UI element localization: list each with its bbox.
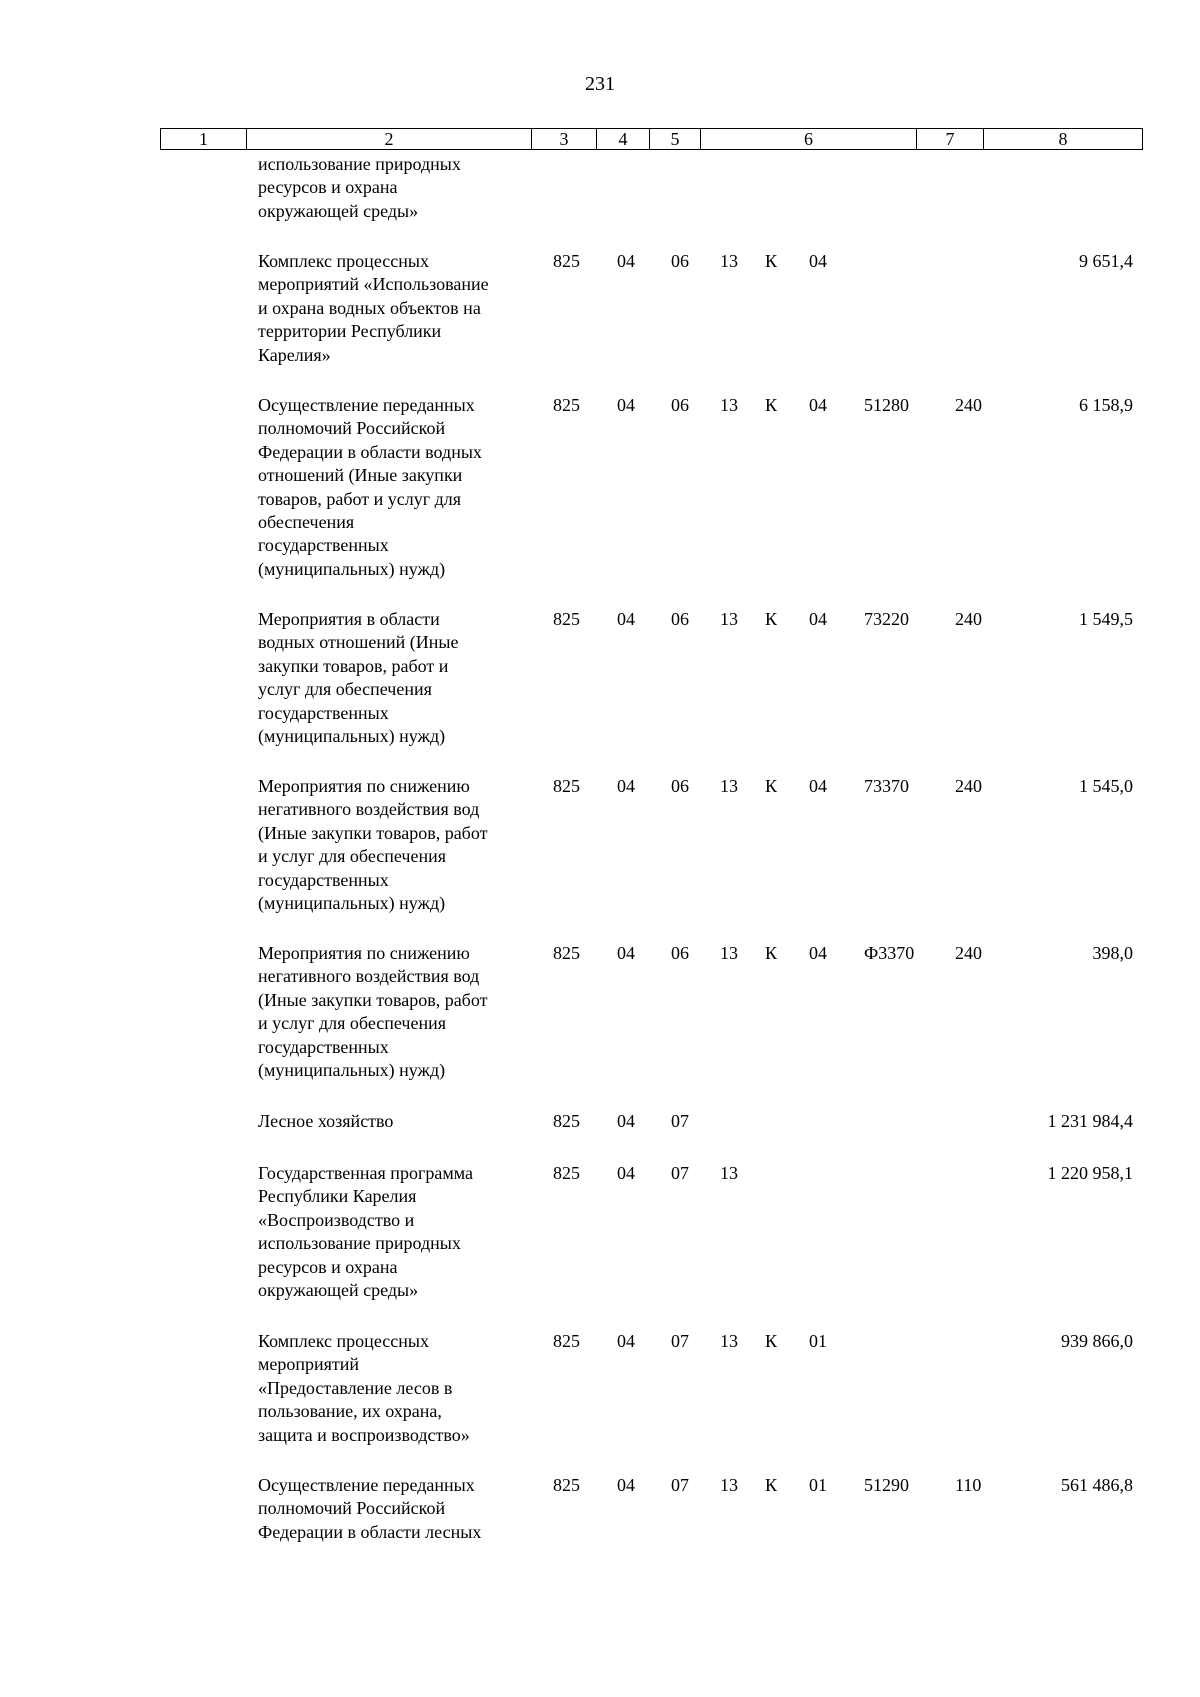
header-col-2: 2 bbox=[246, 129, 531, 149]
cell-type: К bbox=[765, 609, 778, 629]
cell-type: К bbox=[765, 943, 778, 963]
cell-sum: 561 486,8 bbox=[1061, 1475, 1133, 1495]
cell-subprogram: 04 bbox=[809, 776, 827, 796]
cell-pr: 07 bbox=[671, 1475, 689, 1495]
cell-code: 73220 bbox=[864, 609, 909, 629]
cell-subprogram: 01 bbox=[809, 1331, 827, 1351]
cell-program: 13 bbox=[720, 251, 738, 271]
cell-gr: 825 bbox=[553, 1331, 580, 1351]
cell-vr: 240 bbox=[955, 609, 982, 629]
cell-subprogram: 04 bbox=[809, 943, 827, 963]
cell-program: 13 bbox=[720, 1331, 738, 1351]
header-col-7: 7 bbox=[916, 129, 983, 149]
cell-sum: 939 866,0 bbox=[1061, 1331, 1133, 1351]
cell-type: К bbox=[765, 251, 778, 271]
cell-sum: 398,0 bbox=[1092, 943, 1133, 963]
row-name: Комплекс процессных мероприятий «Использование и охрана водных объектов на территории Республики Карелия» bbox=[258, 251, 489, 365]
cell-rz: 04 bbox=[617, 943, 635, 963]
cell-code: 73370 bbox=[864, 776, 909, 796]
header-col-1: 1 bbox=[199, 129, 208, 149]
cell-sum: 1 220 958,1 bbox=[1047, 1163, 1133, 1183]
cell-vr: 240 bbox=[955, 943, 982, 963]
row-name: Мероприятия в области водных отношений (Иные закупки товаров, работ и услуг для обеспечения государственных (муниципальных) нужд) bbox=[258, 609, 459, 747]
cell-rz: 04 bbox=[617, 1111, 635, 1131]
cell-type: К bbox=[765, 395, 778, 415]
cell-pr: 07 bbox=[671, 1331, 689, 1351]
row-name: Осуществление переданных полномочий Российской Федерации в области водных отношений (Иные закупки товаров, работ и услуг для обеспечения государственных (муниципальных) нужд) bbox=[258, 395, 482, 579]
cell-pr: 07 bbox=[671, 1111, 689, 1131]
cell-program: 13 bbox=[720, 776, 738, 796]
cell-gr: 825 bbox=[553, 251, 580, 271]
cell-subprogram: 01 bbox=[809, 1475, 827, 1495]
header-col-6: 6 bbox=[700, 129, 916, 149]
row-name: использование природных ресурсов и охрана окружающей среды» bbox=[258, 154, 461, 221]
cell-gr: 825 bbox=[553, 609, 580, 629]
cell-rz: 04 bbox=[617, 1331, 635, 1351]
cell-subprogram: 04 bbox=[809, 395, 827, 415]
cell-rz: 04 bbox=[617, 251, 635, 271]
cell-pr: 06 bbox=[671, 251, 689, 271]
cell-gr: 825 bbox=[553, 1163, 580, 1183]
cell-program: 13 bbox=[720, 1475, 738, 1495]
cell-rz: 04 bbox=[617, 395, 635, 415]
page-number: 231 bbox=[585, 73, 615, 95]
cell-code: 51290 bbox=[864, 1475, 909, 1495]
cell-pr: 07 bbox=[671, 1163, 689, 1183]
cell-program: 13 bbox=[720, 1163, 738, 1183]
table-header bbox=[160, 128, 1143, 150]
row-name: Комплекс процессных мероприятий «Предоставление лесов в пользование, их охрана, защита и воспроизводство» bbox=[258, 1331, 470, 1445]
cell-rz: 04 bbox=[617, 776, 635, 796]
cell-type: К bbox=[765, 1331, 778, 1351]
row-name: Государственная программа Республики Карелия «Воспроизводство и использование природных ресурсов и охрана окружающей среды» bbox=[258, 1163, 473, 1301]
cell-pr: 06 bbox=[671, 609, 689, 629]
cell-sum: 1 549,5 bbox=[1079, 609, 1133, 629]
cell-vr: 240 bbox=[955, 776, 982, 796]
header-col-8: 8 bbox=[983, 129, 1142, 149]
cell-sum: 6 158,9 bbox=[1079, 395, 1133, 415]
cell-pr: 06 bbox=[671, 395, 689, 415]
cell-sum: 1 231 984,4 bbox=[1047, 1111, 1133, 1131]
cell-type: К bbox=[765, 776, 778, 796]
cell-code: Ф3370 bbox=[864, 943, 915, 963]
cell-gr: 825 bbox=[553, 943, 580, 963]
row-name: Лесное хозяйство bbox=[258, 1111, 394, 1131]
row-name: Осуществление переданных полномочий Российской Федерации в области лесных bbox=[258, 1475, 482, 1542]
cell-gr: 825 bbox=[553, 1475, 580, 1495]
cell-vr: 110 bbox=[955, 1475, 982, 1495]
cell-code: 51280 bbox=[864, 395, 909, 415]
cell-subprogram: 04 bbox=[809, 251, 827, 271]
header-col-3: 3 bbox=[531, 129, 596, 149]
header-col-5: 5 bbox=[649, 129, 700, 149]
cell-sum: 9 651,4 bbox=[1079, 251, 1133, 271]
cell-program: 13 bbox=[720, 943, 738, 963]
cell-gr: 825 bbox=[553, 776, 580, 796]
cell-gr: 825 bbox=[553, 395, 580, 415]
cell-sum: 1 545,0 bbox=[1079, 776, 1133, 796]
cell-subprogram: 04 bbox=[809, 609, 827, 629]
cell-pr: 06 bbox=[671, 776, 689, 796]
cell-rz: 04 bbox=[617, 1163, 635, 1183]
cell-type: К bbox=[765, 1475, 778, 1495]
cell-gr: 825 bbox=[553, 1111, 580, 1131]
row-name: Мероприятия по снижению негативного воздействия вод (Иные закупки товаров, работ и услуг для обеспечения государственных (муниципальных) нужд) bbox=[258, 943, 488, 1081]
header-col-4: 4 bbox=[596, 129, 649, 149]
cell-program: 13 bbox=[720, 395, 738, 415]
cell-rz: 04 bbox=[617, 1475, 635, 1495]
cell-rz: 04 bbox=[617, 609, 635, 629]
cell-vr: 240 bbox=[955, 395, 982, 415]
cell-pr: 06 bbox=[671, 943, 689, 963]
cell-program: 13 bbox=[720, 609, 738, 629]
row-name: Мероприятия по снижению негативного воздействия вод (Иные закупки товаров, работ и услуг для обеспечения государственных (муниципальных) нужд) bbox=[258, 776, 488, 914]
